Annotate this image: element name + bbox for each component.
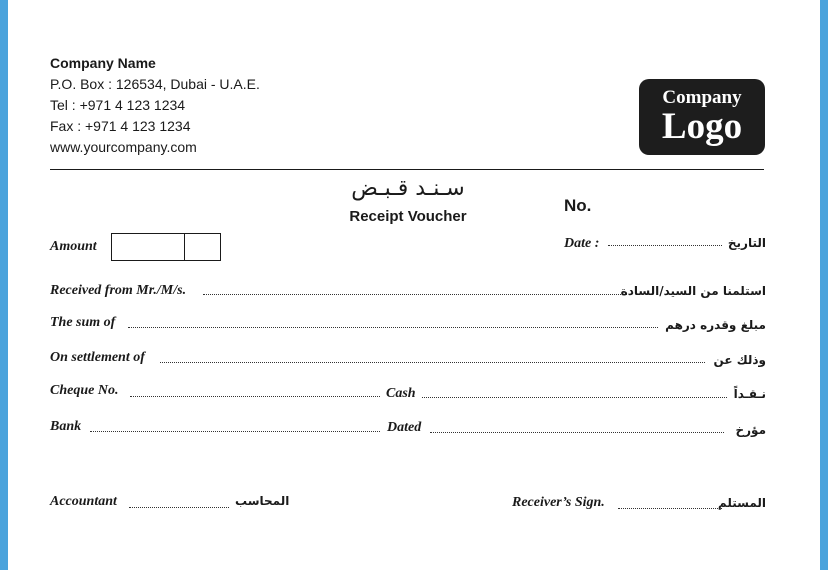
amount-box-divider <box>184 234 185 260</box>
settlement-field[interactable] <box>160 362 705 363</box>
logo-line-1: Company <box>662 87 742 108</box>
title-english: Receipt Voucher <box>349 208 467 225</box>
sum-of-field[interactable] <box>128 327 658 328</box>
cheque-no-field[interactable] <box>130 396 380 397</box>
received-from-label: Received from Mr./M/s. <box>50 283 187 298</box>
accountant-label: Accountant <box>50 494 117 509</box>
amount-box[interactable] <box>111 233 221 261</box>
sum-of-label: The sum of <box>50 315 116 330</box>
company-logo <box>639 79 765 155</box>
title-arabic: سـنـد قـبـض <box>351 176 465 201</box>
header-divider <box>50 169 764 170</box>
company-details <box>50 53 260 158</box>
receiver-signature-field[interactable] <box>618 508 722 509</box>
dated-field[interactable] <box>430 432 724 433</box>
company-po-box: P.O. Box : 126534, Dubai - U.A.E. <box>50 76 260 92</box>
accountant-signature-field[interactable] <box>129 507 229 508</box>
settlement-label: On settlement of <box>50 350 145 365</box>
cash-label-arabic: نـقـداً <box>733 387 766 401</box>
dated-label-arabic: مؤرخ <box>735 423 766 437</box>
settlement-label-arabic: وذلك عن <box>713 353 766 367</box>
cash-field[interactable] <box>422 397 727 398</box>
received-from-field[interactable] <box>203 294 627 295</box>
receiver-sign-label: Receiver’s Sign. <box>512 495 605 510</box>
company-tel: Tel : +971 4 123 1234 <box>50 97 186 113</box>
receiver-sign-label-arabic: المستلم <box>717 496 766 510</box>
received-from-label-arabic: استلمنا من السيد/السادة <box>620 284 766 298</box>
bank-label: Bank <box>50 419 82 434</box>
company-name: Company Name <box>50 55 156 71</box>
cheque-no-label: Cheque No. <box>50 383 119 398</box>
voucher-number-label: No. <box>564 196 592 215</box>
dated-label: Dated <box>387 420 422 435</box>
bank-field[interactable] <box>90 431 380 432</box>
date-label-arabic: التاريخ <box>727 236 766 250</box>
left-edge-bar <box>0 0 8 570</box>
company-website: www.yourcompany.com <box>50 139 197 155</box>
accountant-label-arabic: المحاسب <box>235 494 290 508</box>
right-edge-bar <box>820 0 828 570</box>
cash-label: Cash <box>386 386 416 401</box>
amount-label: Amount <box>50 239 97 254</box>
date-label: Date : <box>564 236 600 251</box>
date-field[interactable] <box>608 245 722 246</box>
logo-line-2: Logo <box>661 106 743 147</box>
company-fax: Fax : +971 4 123 1234 <box>50 118 191 134</box>
sum-of-label-arabic: مبلغ وقدره درهم <box>665 318 766 332</box>
